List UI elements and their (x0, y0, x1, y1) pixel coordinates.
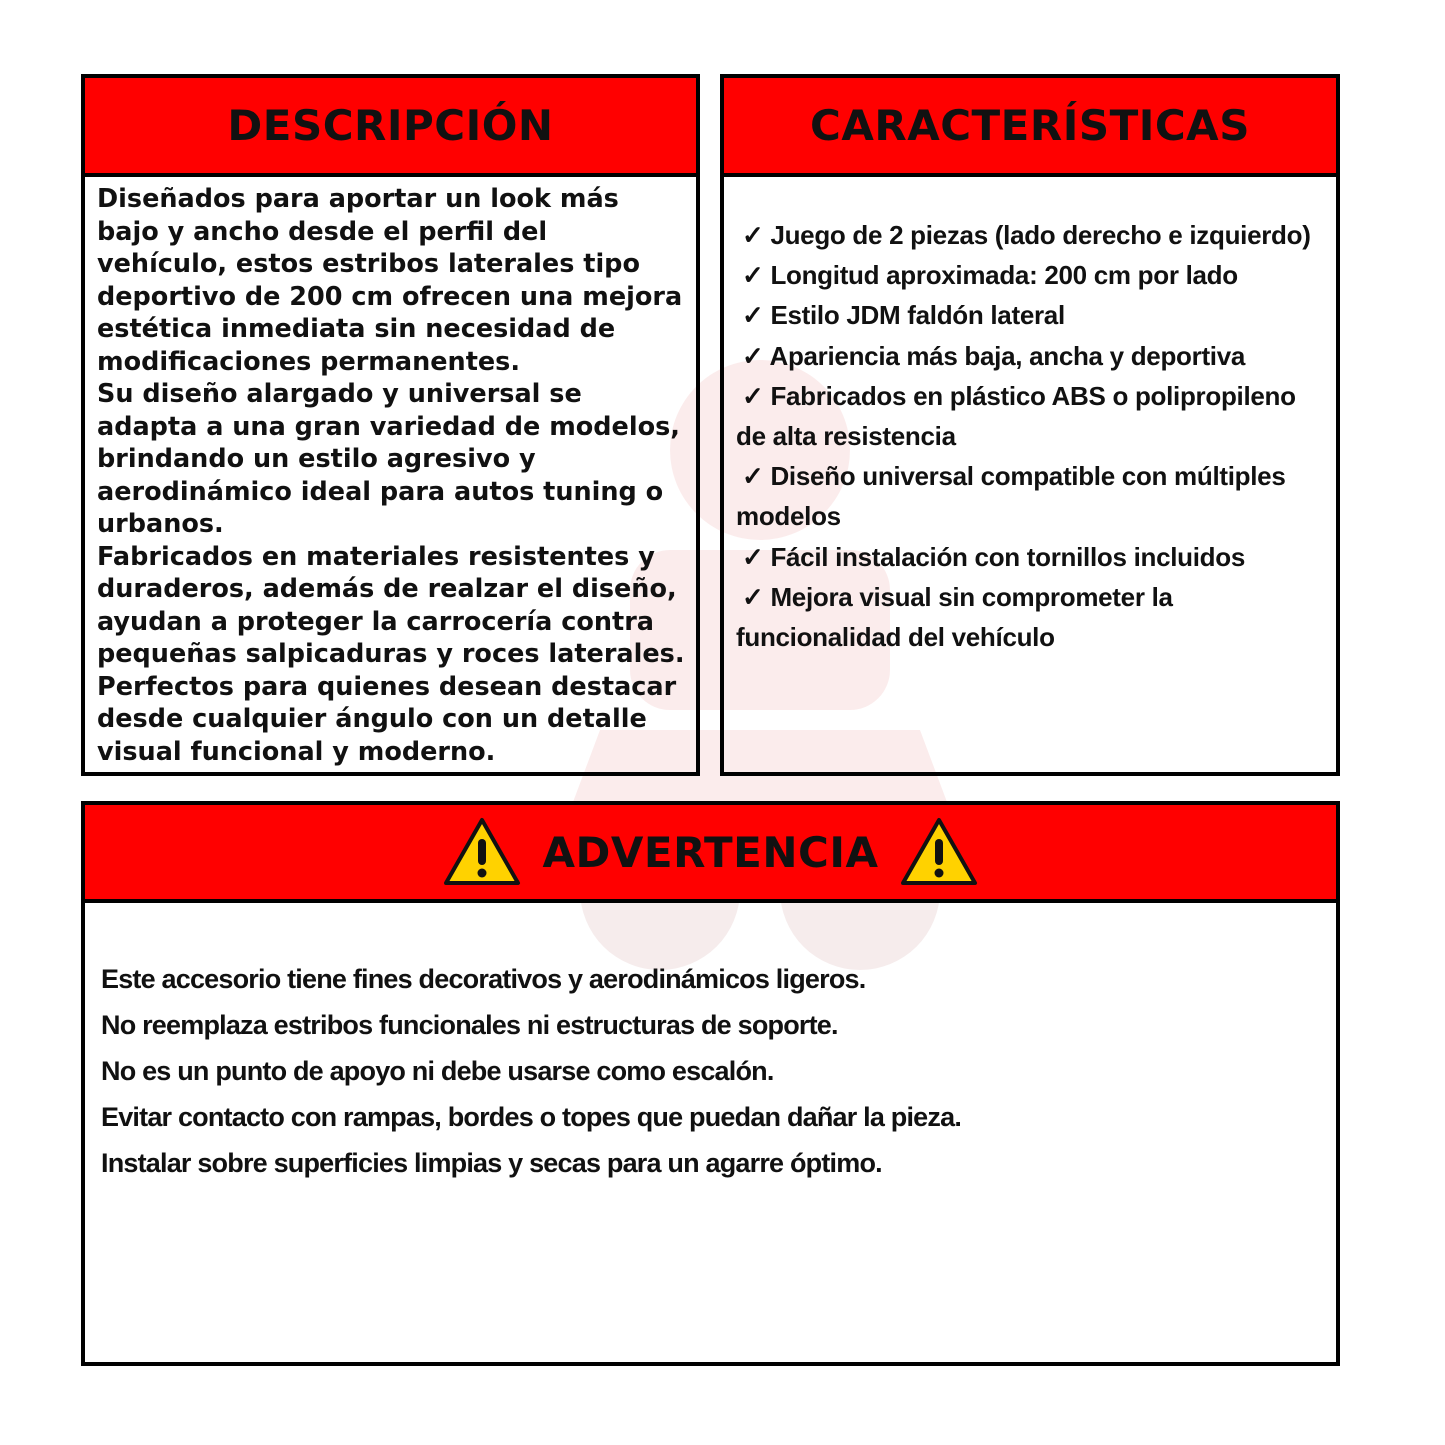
check-icon: ✓ (742, 220, 764, 250)
check-icon: ✓ (742, 380, 764, 411)
warning-triangle-icon (900, 817, 978, 887)
features-title: CARACTERÍSTICAS (810, 101, 1250, 150)
description-paragraph: Perfectos para quienes desean destacar desde cualquier ángulo con un detalle visual funcional y moderno. (97, 671, 677, 767)
description-panel (81, 74, 700, 776)
feature-text: Mejora visual sin comprometer la funcionalidad del vehículo (736, 581, 1173, 653)
feature-item (736, 376, 1328, 456)
check-icon: ✓ (742, 581, 764, 612)
warning-triangle-icon (443, 817, 521, 887)
warning-line: Este accesorio tiene fines decorativos y aerodinámicos ligeros. (101, 964, 866, 994)
feature-item (736, 295, 1328, 335)
feature-item (736, 577, 1328, 657)
feature-text: Estilo JDM faldón lateral (770, 300, 1065, 331)
warning-title: ADVERTENCIA (542, 827, 879, 877)
check-icon: ✓ (742, 340, 764, 371)
warning-body (85, 903, 1336, 1186)
check-icon: ✓ (742, 260, 764, 291)
feature-text: Diseño universal compatible con múltiples modelos (736, 461, 1286, 532)
feature-item (736, 336, 1328, 376)
warning-header (85, 805, 1336, 903)
feature-text: Fácil instalación con tornillos incluidos (770, 541, 1245, 572)
features-list (724, 177, 1336, 657)
warning-line: No reemplaza estribos funcionales ni estructuras de soporte. (101, 1010, 838, 1040)
features-panel (720, 74, 1340, 776)
check-icon: ✓ (742, 300, 764, 331)
description-paragraph: Su diseño alargado y universal se adapta a una gran variedad de modelos, brindando un estilo agresivo y aerodinámico ideal para autos tuning o urbanos. (97, 379, 680, 539)
description-header (85, 78, 696, 177)
feature-item (736, 255, 1328, 295)
feature-item (736, 215, 1328, 255)
check-icon: ✓ (742, 541, 764, 572)
feature-text: Apariencia más baja, ancha y deportiva (769, 340, 1246, 371)
description-paragraph: Fabricados en materiales resistentes y duraderos, además de realzar el diseño, ayudan a proteger la carrocería contra pequeñas salpicaduras y roces laterales. (97, 541, 685, 669)
feature-text: Fabricados en plástico ABS o polipropileno de alta resistencia (736, 380, 1296, 452)
warning-line: No es un punto de apoyo ni debe usarse como escalón. (101, 1056, 774, 1086)
feature-item (736, 537, 1328, 577)
warning-panel (81, 801, 1340, 1366)
feature-text: Juego de 2 piezas (lado derecho e izquierdo) (770, 220, 1311, 250)
description-title: DESCRIPCIÓN (227, 101, 554, 150)
features-header (724, 78, 1336, 177)
warning-line: Instalar sobre superficies limpias y secas para un agarre óptimo. (101, 1148, 882, 1178)
description-body (85, 177, 696, 768)
description-paragraph: Diseñados para aportar un look más bajo y ancho desde el perfil del vehículo, estos estribos laterales tipo deportivo de 200 cm ofrecen una mejora estética inmediata sin necesidad de modificaciones permanentes. (97, 184, 683, 377)
check-icon: ✓ (742, 461, 764, 492)
feature-text: Longitud aproximada: 200 cm por lado (770, 260, 1238, 291)
feature-item (736, 456, 1328, 536)
warning-line: Evitar contacto con rampas, bordes o topes que puedan dañar la pieza. (101, 1102, 962, 1132)
